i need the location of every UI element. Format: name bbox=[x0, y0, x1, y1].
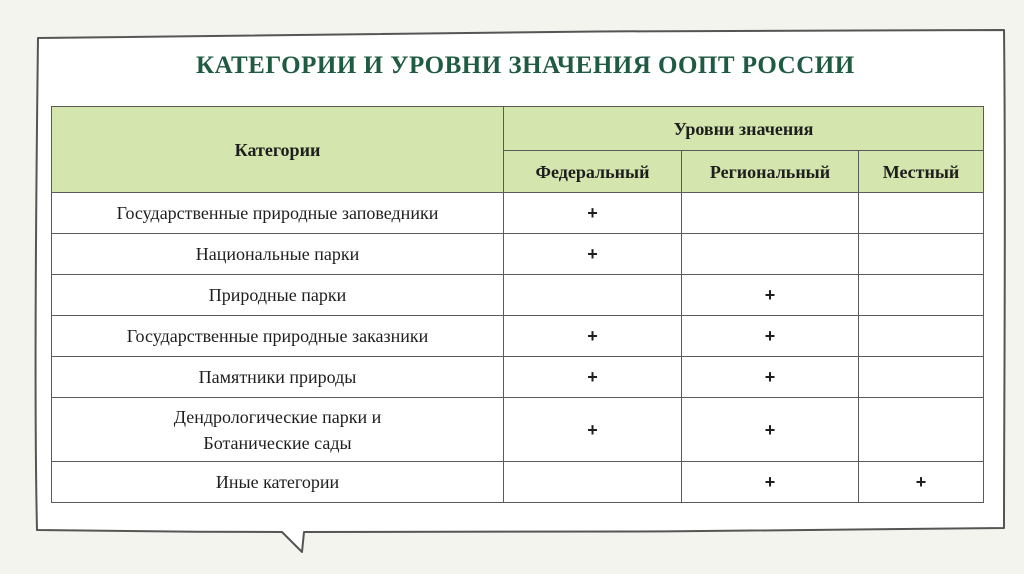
federal-cell: + bbox=[504, 193, 682, 234]
header-category: Категории bbox=[52, 107, 504, 193]
category-label: Государственные природные заповедники bbox=[116, 203, 439, 223]
header-local: Местный bbox=[859, 151, 984, 193]
table-row bbox=[52, 398, 984, 462]
local-cell bbox=[859, 316, 984, 357]
regional-cell bbox=[682, 193, 859, 234]
category-label: Иные категории bbox=[215, 472, 340, 492]
local-cell bbox=[859, 234, 984, 275]
regional-cell bbox=[682, 234, 859, 275]
federal-cell: + bbox=[504, 234, 682, 275]
category-label: Государственные природные заказники bbox=[126, 326, 429, 346]
header-federal: Федеральный bbox=[504, 151, 682, 193]
category-label: Дендрологические парки и Ботанические сады bbox=[173, 406, 382, 453]
table-row bbox=[52, 462, 984, 503]
header-regional: Региональный bbox=[682, 151, 859, 193]
table-row bbox=[52, 316, 984, 357]
local-cell bbox=[859, 357, 984, 398]
table-row bbox=[52, 357, 984, 398]
table-row bbox=[52, 234, 984, 275]
category-label: Памятники природы bbox=[198, 367, 357, 387]
federal-cell: + bbox=[504, 357, 682, 398]
local-cell bbox=[859, 193, 984, 234]
regional-cell: + bbox=[682, 275, 859, 316]
federal-cell bbox=[504, 462, 682, 503]
regional-cell: + bbox=[682, 398, 859, 462]
page-title: КАТЕГОРИИ И УРОВНИ ЗНАЧЕНИЯ ООПТ РОССИИ bbox=[196, 52, 855, 79]
local-cell bbox=[859, 275, 984, 316]
federal-cell bbox=[504, 275, 682, 316]
categories-table bbox=[51, 106, 984, 503]
table-row bbox=[52, 275, 984, 316]
federal-cell: + bbox=[504, 316, 682, 357]
category-label: Природные парки bbox=[208, 285, 347, 305]
table-row bbox=[52, 193, 984, 234]
regional-cell: + bbox=[682, 462, 859, 503]
federal-cell: + bbox=[504, 398, 682, 462]
regional-cell: + bbox=[682, 316, 859, 357]
local-cell: + bbox=[859, 462, 984, 503]
header-levels: Уровни значения bbox=[504, 107, 984, 151]
local-cell bbox=[859, 398, 984, 462]
regional-cell: + bbox=[682, 357, 859, 398]
category-label: Национальные парки bbox=[195, 244, 360, 264]
